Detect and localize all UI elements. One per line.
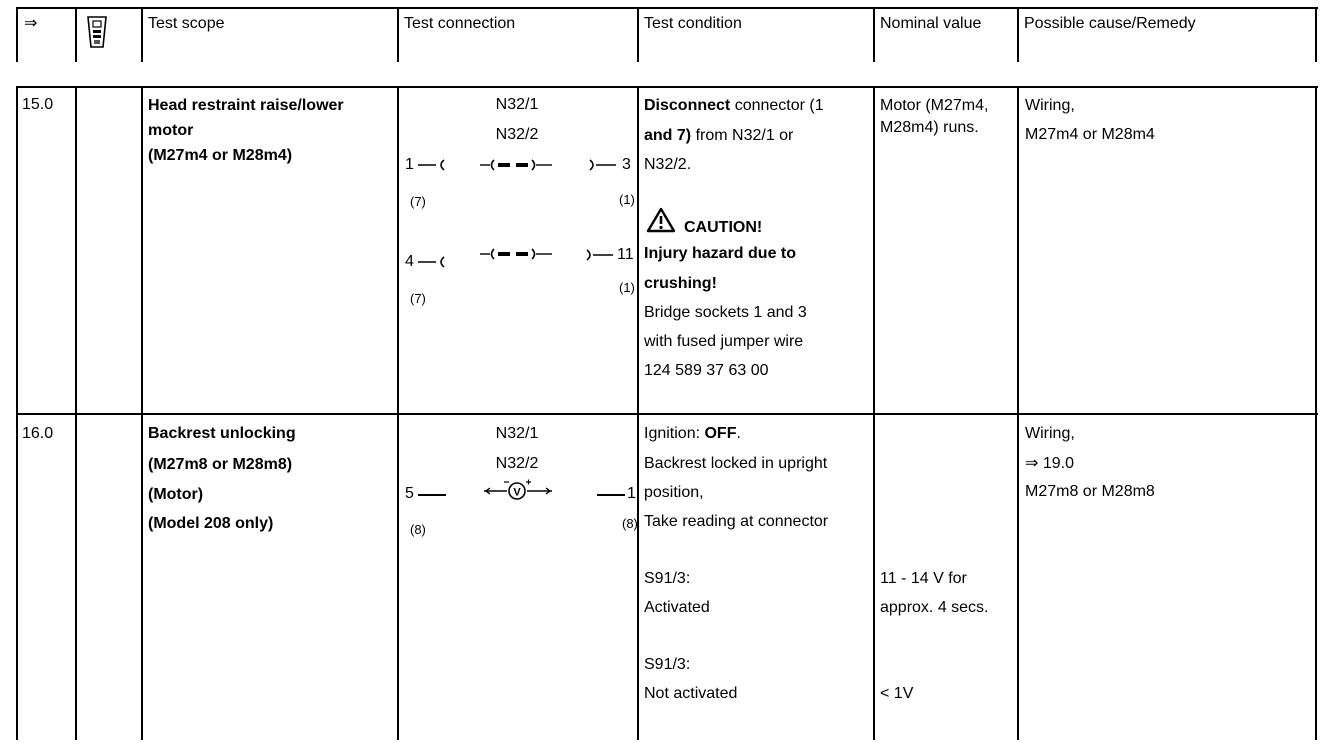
scope-line: motor: [148, 122, 194, 139]
condition-line: Activated: [644, 599, 710, 616]
scope-line: (Model 208 only): [148, 515, 274, 532]
pin-label: 3: [622, 156, 631, 173]
module-label: N32/2: [495, 455, 539, 472]
pin-alt-label: (7): [410, 194, 426, 209]
condition-line: 124 589 37 63 00: [644, 362, 769, 379]
pin-alt-label: (8): [622, 516, 638, 531]
nominal-line: approx. 4 secs.: [880, 599, 989, 616]
nominal-line: < 1V: [880, 685, 914, 702]
tester-icon: [86, 15, 108, 49]
socket-right-icon: [588, 158, 618, 172]
scope-line: (M27m8 or M28m8): [148, 456, 293, 473]
cause-line: Wiring,: [1025, 97, 1075, 114]
condition-line: crushing!: [644, 275, 717, 292]
condition-line: Disconnect connector (1: [644, 97, 824, 114]
cause-line: ⇒ 19.0: [1025, 455, 1074, 472]
warning-triangle-icon: [646, 207, 676, 233]
module-label: N32/1: [495, 425, 539, 442]
condition-line: Ignition: OFF.: [644, 425, 741, 442]
nominal-line: 11 - 14 V for: [880, 570, 967, 587]
pin-label: 5: [405, 485, 414, 502]
row-number: 15.0: [22, 96, 54, 113]
row-number: 16.0: [22, 425, 54, 442]
socket-right-icon: [585, 248, 615, 262]
scope-line: (M27m4 or M28m4): [148, 147, 293, 164]
pin-label: 11: [617, 246, 634, 263]
scope-line: Head restraint raise/lower: [148, 97, 344, 114]
lead-left: [418, 494, 446, 496]
caution-label: CAUTION!: [684, 219, 763, 236]
condition-line: with fused jumper wire: [644, 333, 804, 350]
pin-alt-label: (1): [619, 280, 635, 295]
pin-alt-label: (8): [410, 522, 426, 537]
socket-left-icon: [418, 158, 448, 172]
condition-line: Backrest locked in upright: [644, 455, 828, 472]
socket-left-icon: [418, 255, 448, 269]
condition-line: Not activated: [644, 685, 738, 702]
meter-label: V: [513, 486, 521, 499]
nominal-line: Motor (M27m4,: [880, 97, 989, 114]
scope-line: Backrest unlocking: [148, 425, 296, 442]
pin-alt-label: (1): [619, 192, 635, 207]
cause-line: Wiring,: [1025, 425, 1075, 442]
arrow-ref-header: ⇒: [24, 15, 38, 32]
condition-line: Take reading at connector: [644, 513, 829, 530]
voltmeter-icon: [484, 478, 552, 500]
jumper-icon: [480, 158, 552, 172]
condition-line: S91/3:: [644, 570, 691, 587]
nominal-line: M28m4) runs.: [880, 119, 979, 136]
col-test-connection: Test connection: [404, 15, 516, 32]
col-nominal-value: Nominal value: [880, 15, 982, 32]
module-label: N32/1: [495, 96, 539, 113]
pin-label: 4: [405, 253, 414, 270]
condition-line: position,: [644, 484, 704, 501]
condition-line: S91/3:: [644, 656, 691, 673]
pin-label: 1: [627, 485, 636, 502]
condition-line: Bridge sockets 1 and 3: [644, 304, 807, 321]
cause-line: M27m8 or M28m8: [1025, 483, 1155, 500]
col-test-scope: Test scope: [148, 15, 225, 32]
pin-alt-label: (7): [410, 291, 426, 306]
col-possible-cause: Possible cause/Remedy: [1024, 15, 1196, 32]
pin-label: 1: [405, 156, 414, 173]
jumper-icon: [480, 247, 552, 261]
col-test-condition: Test condition: [644, 15, 742, 32]
condition-line: and 7) from N32/1 or: [644, 127, 794, 144]
condition-line: N32/2.: [644, 156, 692, 173]
lead-right: [597, 494, 625, 496]
module-label: N32/2: [495, 126, 539, 143]
scope-line: (Motor): [148, 486, 204, 503]
condition-line: Injury hazard due to: [644, 245, 797, 262]
cause-line: M27m4 or M28m4: [1025, 126, 1155, 143]
